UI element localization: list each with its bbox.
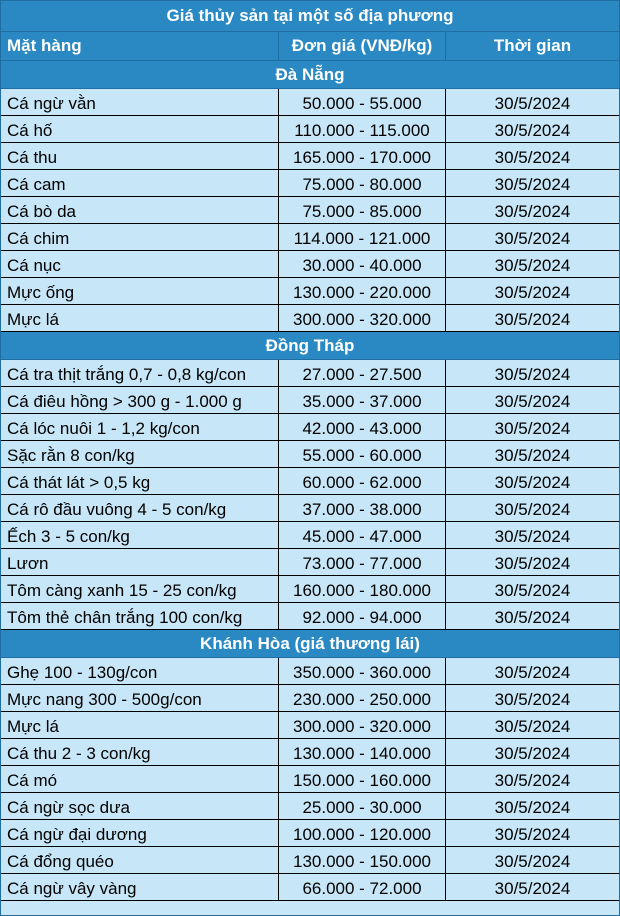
item-name-cell: Lươn [1,549,279,575]
region-header: Đồng Tháp [1,332,619,360]
price-cell: 300.000 - 320.000 [279,305,446,331]
price-cell: 25.000 - 30.000 [279,793,446,819]
date-cell: 30/5/2024 [494,500,571,519]
item-name-cell: Cá ngừ sọc dưa [1,793,279,819]
table-row [1,224,619,251]
price-cell: 100.000 - 120.000 [279,820,446,846]
price-cell: 130.000 - 150.000 [279,847,446,873]
table-row [1,414,619,441]
date-cell: 30/5/2024 [494,365,571,384]
price-cell: 230.000 - 250.000 [279,685,446,711]
table-row [1,766,619,793]
column-header-price: Đơn giá (VNĐ/kg) [279,32,446,60]
table-title: Giá thủy sản tại một số địa phương [1,1,619,32]
date-cell: 30/5/2024 [494,94,571,113]
table-row [1,197,619,224]
item-name-cell: Cá bò da [1,197,279,223]
table-row [1,549,619,576]
price-cell: 42.000 - 43.000 [279,414,446,440]
item-name-cell: Cá thu [1,143,279,169]
table-row [1,712,619,739]
date-cell: 30/5/2024 [494,825,571,844]
item-name-cell: Mực lá [1,712,279,738]
price-cell: 37.000 - 38.000 [279,495,446,521]
date-cell: 30/5/2024 [494,771,571,790]
item-name-cell: Cá hố [1,116,279,142]
table-row [1,522,619,549]
region-header: Đà Nẵng [1,61,619,89]
table-row [1,143,619,170]
table-row [1,251,619,278]
price-cell: 75.000 - 85.000 [279,197,446,223]
region-header: Khánh Hòa (giá thương lái) [1,630,619,658]
table-row [1,685,619,712]
table-row [1,116,619,143]
table-row [1,658,619,685]
date-cell: 30/5/2024 [494,392,571,411]
table-row [1,847,619,874]
table-row [1,387,619,414]
price-cell: 110.000 - 115.000 [279,116,446,142]
table-row [1,441,619,468]
price-cell: 350.000 - 360.000 [279,658,446,684]
date-cell: 30/5/2024 [494,744,571,763]
date-cell: 30/5/2024 [494,581,571,600]
date-cell: 30/5/2024 [494,473,571,492]
date-cell: 30/5/2024 [494,554,571,573]
price-cell: 165.000 - 170.000 [279,143,446,169]
price-cell: 60.000 - 62.000 [279,468,446,494]
table-row [1,739,619,766]
item-name-cell: Sặc rằn 8 con/kg [1,441,279,467]
date-cell: 30/5/2024 [494,798,571,817]
price-cell: 130.000 - 140.000 [279,739,446,765]
table-row [1,468,619,495]
price-cell: 55.000 - 60.000 [279,441,446,467]
date-cell: 30/5/2024 [494,608,571,627]
price-cell: 160.000 - 180.000 [279,576,446,602]
date-cell: 30/5/2024 [494,283,571,302]
item-name-cell: Cá thu 2 - 3 con/kg [1,739,279,765]
item-name-cell: Ghẹ 100 - 130g/con [1,658,279,684]
column-header-item: Mặt hàng [1,32,279,60]
column-header-row [1,32,619,61]
price-cell: 73.000 - 77.000 [279,549,446,575]
date-cell: 30/5/2024 [494,717,571,736]
price-cell: 27.000 - 27.500 [279,360,446,386]
column-header-date: Thời gian [493,36,572,55]
table-row [1,278,619,305]
date-cell: 30/5/2024 [494,175,571,194]
price-cell: 300.000 - 320.000 [279,712,446,738]
table-row [1,495,619,522]
date-cell: 30/5/2024 [494,148,571,167]
table-row [1,170,619,197]
date-cell: 30/5/2024 [494,121,571,140]
price-cell: 150.000 - 160.000 [279,766,446,792]
table-row [1,360,619,387]
item-name-cell: Cá đổng quéo [1,847,279,873]
price-cell: 130.000 - 220.000 [279,278,446,304]
table-row [1,305,619,332]
item-name-cell: Cá ngừ đại dương [1,820,279,846]
item-name-cell: Cá tra thịt trắng 0,7 - 0,8 kg/con [1,360,279,386]
table-row [1,576,619,603]
table-row [1,603,619,630]
price-cell: 35.000 - 37.000 [279,387,446,413]
price-cell: 114.000 - 121.000 [279,224,446,250]
item-name-cell: Cá ngừ vằn [1,89,279,115]
date-cell: 30/5/2024 [494,310,571,329]
price-cell: 66.000 - 72.000 [279,874,446,900]
item-name-cell: Cá lóc nuôi 1 - 1,2 kg/con [1,414,279,440]
table-row [1,793,619,820]
table-body [1,61,619,901]
item-name-cell: Cá thát lát > 0,5 kg [1,468,279,494]
table-row [1,820,619,847]
date-cell: 30/5/2024 [494,229,571,248]
table-row [1,874,619,901]
item-name-cell: Mực nang 300 - 500g/con [1,685,279,711]
item-name-cell: Cá rô đầu vuông 4 - 5 con/kg [1,495,279,521]
item-name-cell: Cá chim [1,224,279,250]
item-name-cell: Ếch 3 - 5 con/kg [1,522,279,548]
date-cell: 30/5/2024 [494,879,571,898]
item-name-cell: Cá mó [1,766,279,792]
date-cell: 30/5/2024 [494,852,571,871]
item-name-cell: Mực lá [1,305,279,331]
table-row [1,89,619,116]
date-cell: 30/5/2024 [494,663,571,682]
item-name-cell: Cá điêu hồng > 300 g - 1.000 g [1,387,279,413]
item-name-cell: Mực ống [1,278,279,304]
date-cell: 30/5/2024 [494,256,571,275]
date-cell: 30/5/2024 [494,527,571,546]
price-cell: 45.000 - 47.000 [279,522,446,548]
item-name-cell: Tôm càng xanh 15 - 25 con/kg [1,576,279,602]
price-cell: 75.000 - 80.000 [279,170,446,196]
price-cell: 30.000 - 40.000 [279,251,446,277]
item-name-cell: Tôm thẻ chân trắng 100 con/kg [1,603,279,629]
date-cell: 30/5/2024 [494,202,571,221]
item-name-cell: Cá cam [1,170,279,196]
item-name-cell: Cá ngừ vây vàng [1,874,279,900]
price-cell: 92.000 - 94.000 [279,603,446,629]
date-cell: 30/5/2024 [494,419,571,438]
date-cell: 30/5/2024 [494,690,571,709]
item-name-cell: Cá nục [1,251,279,277]
date-cell: 30/5/2024 [494,446,571,465]
price-cell: 50.000 - 55.000 [279,89,446,115]
